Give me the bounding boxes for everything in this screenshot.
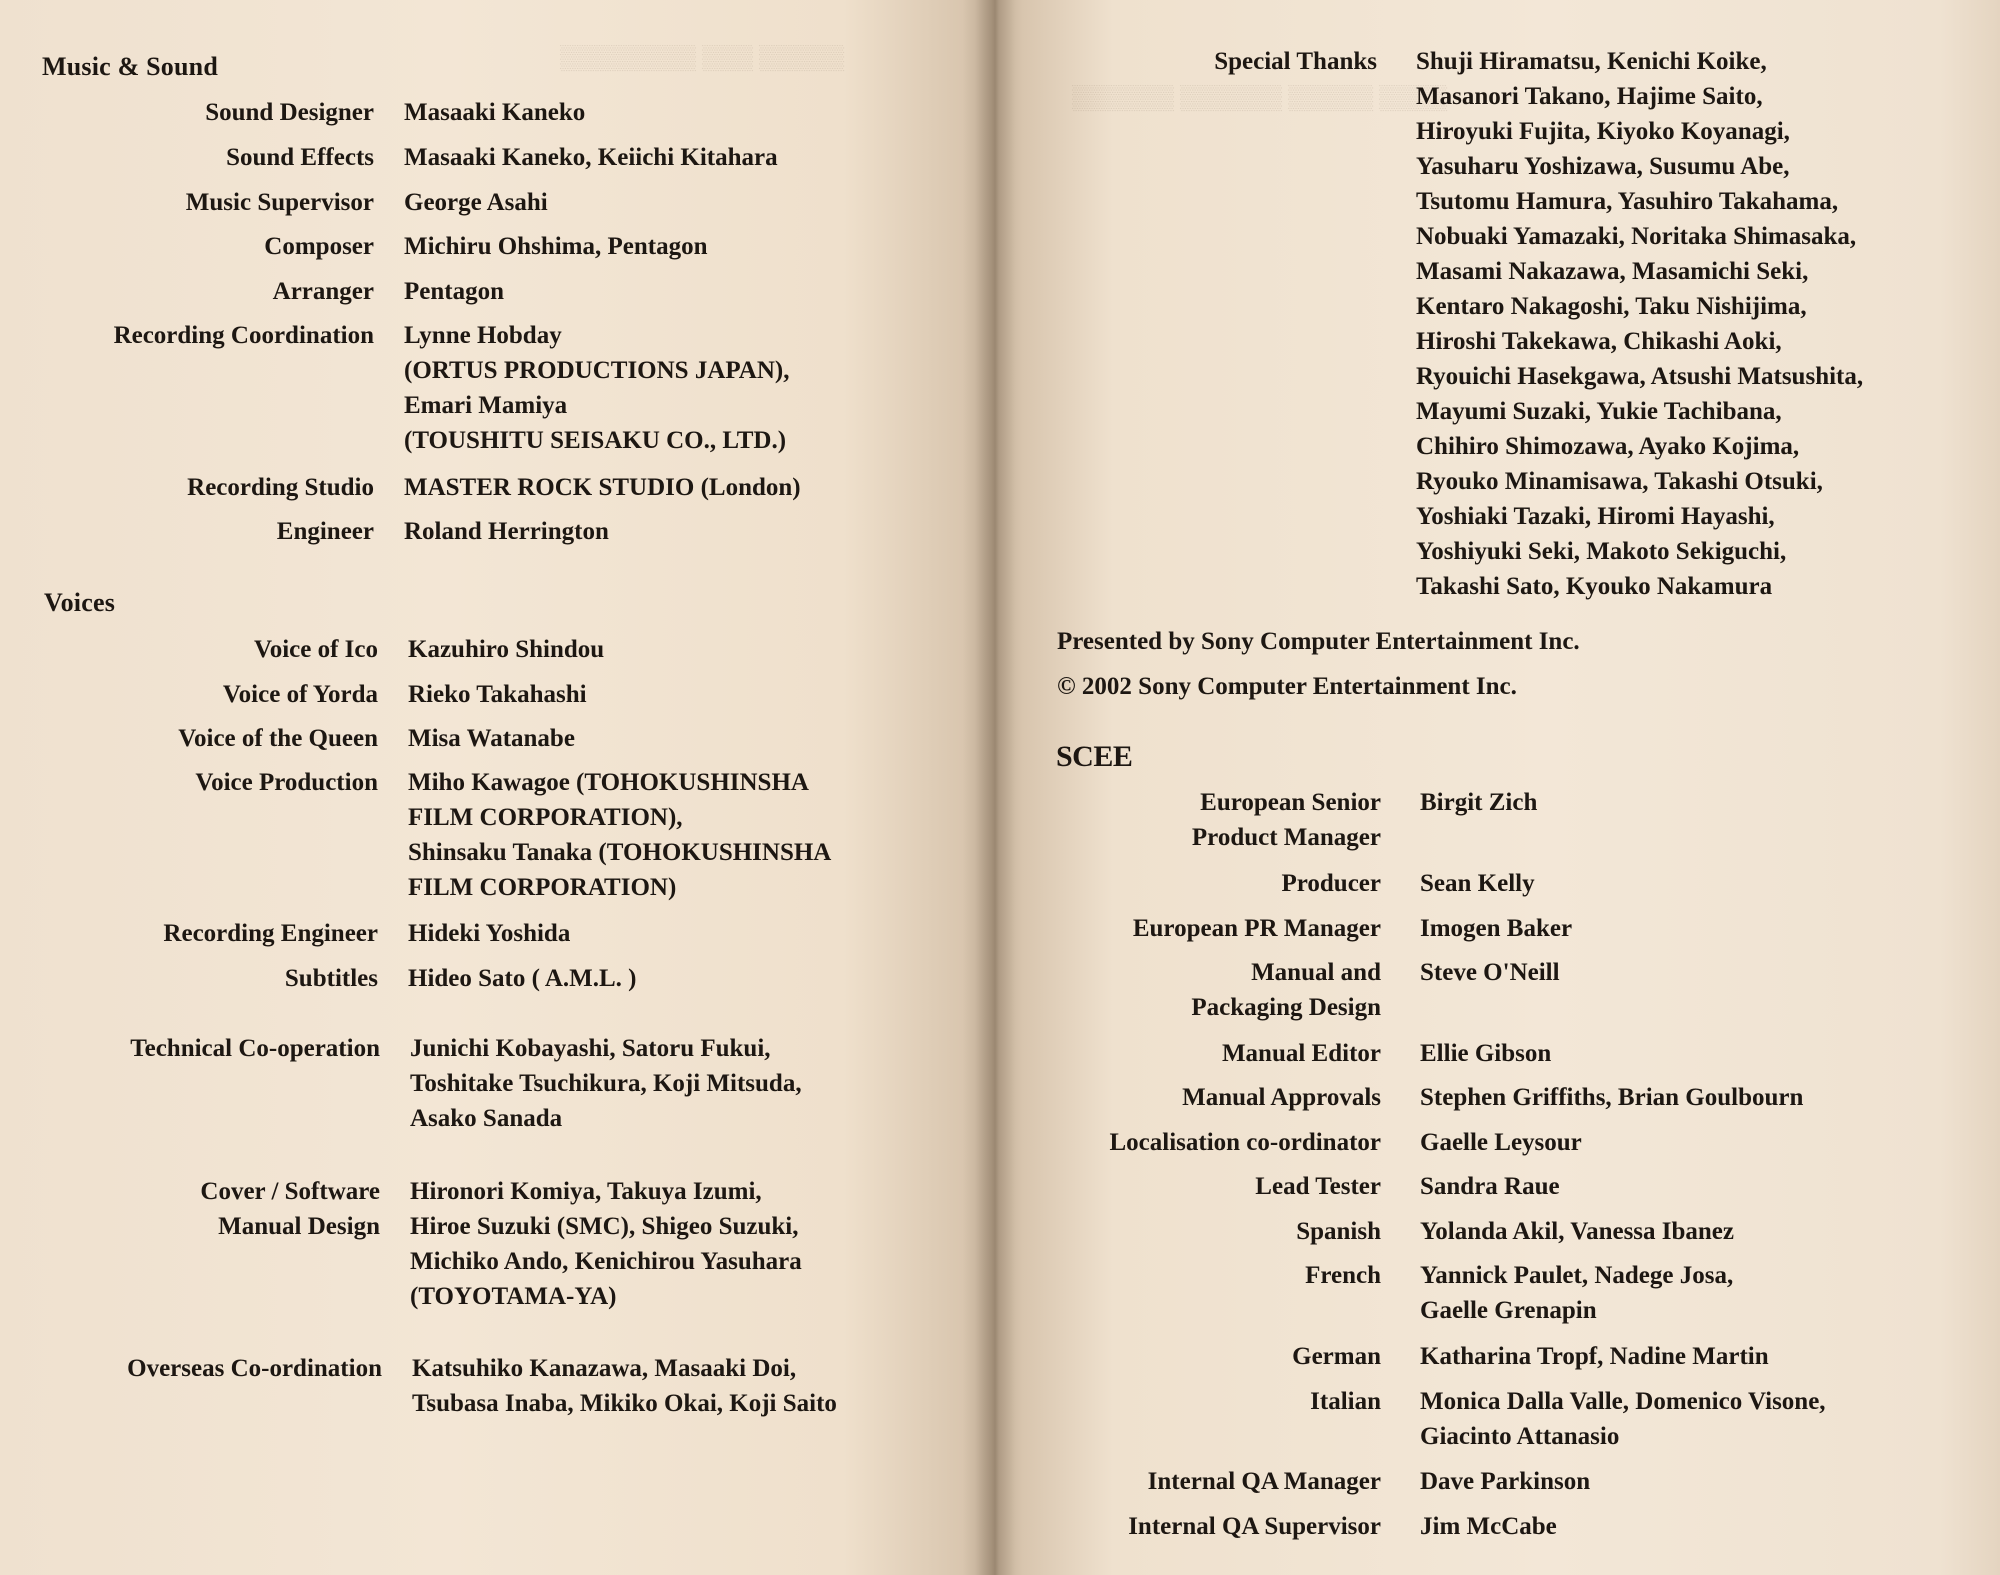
credit-role: Recording Studio bbox=[187, 474, 374, 501]
credit-role: Cover / Software Manual Design bbox=[200, 1178, 380, 1240]
credit-names: Yolanda Akil, Vanessa Ibanez bbox=[1420, 1218, 1735, 1245]
credit-role: Recording Engineer bbox=[163, 920, 378, 947]
credit-names: MASTER ROCK STUDIO (London) bbox=[404, 474, 801, 501]
bleed-through-text: ▒▒▒▒ ▒▒▒▒▒ ▒▒▒▒▒▒ ▒▒▒▒▒▒ bbox=[1072, 85, 1448, 111]
credit-names: Sandra Raue bbox=[1420, 1173, 1560, 1200]
credit-role: Composer bbox=[264, 233, 374, 260]
credit-role: Manual Approvals bbox=[1182, 1084, 1381, 1111]
credit-names: Gaelle Leysour bbox=[1420, 1129, 1582, 1156]
credit-names: Kazuhiro Shindou bbox=[408, 636, 605, 663]
credit-role: Voice of Ico bbox=[253, 636, 378, 663]
credit-names: Birgit Zich bbox=[1420, 789, 1538, 816]
credit-role: European PR Manager bbox=[1132, 915, 1381, 942]
credit-role: Italian bbox=[1310, 1388, 1381, 1415]
credit-names: Imogen Baker bbox=[1420, 915, 1573, 942]
copyright-line: © 2002 Sony Computer Entertainment Inc. bbox=[1057, 673, 1517, 700]
credit-role: Subtitles bbox=[284, 965, 378, 992]
credit-names: Jim McCabe bbox=[1420, 1513, 1557, 1540]
credit-names: Miho Kawagoe (TOHOKUSHINSHA FILM CORPORATION), Shinsaku Tanaka (TOHOKUSHINSHA FILM CORPORATION) bbox=[408, 769, 832, 901]
credit-role: Manual and Packaging Design bbox=[1191, 959, 1381, 1021]
right-page bbox=[992, 0, 2000, 1575]
credit-role: Voice of the Queen bbox=[178, 725, 378, 752]
credit-names: Steve O'Neill bbox=[1420, 959, 1560, 986]
credit-role: Lead Tester bbox=[1255, 1173, 1381, 1200]
credit-role: Recording Coordination bbox=[113, 322, 374, 349]
special-thanks-label: Special Thanks bbox=[1214, 48, 1377, 75]
credit-names: Hironori Komiya, Takuya Izumi, Hiroe Suzuki (SMC), Shigeo Suzuki, Michiko Ando, Kenichirou Yasuhara (TOYOTAMA-YA) bbox=[410, 1178, 802, 1310]
credit-names: Ellie Gibson bbox=[1420, 1040, 1552, 1067]
credit-names: Rieko Takahashi bbox=[408, 681, 587, 708]
left-page bbox=[0, 0, 992, 1575]
credit-names: Lynne Hobday (ORTUS PRODUCTIONS JAPAN), Emari Mamiya (TOUSHITU SEISAKU CO., LTD.) bbox=[404, 322, 790, 454]
credit-names: Hideki Yoshida bbox=[408, 920, 571, 947]
credit-role: Producer bbox=[1281, 870, 1381, 897]
credit-names: Katharina Tropf, Nadine Martin bbox=[1420, 1343, 1769, 1370]
credit-names: Masaaki Kaneko, Keiichi Kitahara bbox=[404, 144, 778, 171]
credit-role: Sound Designer bbox=[205, 99, 374, 126]
credit-names: Junichi Kobayashi, Satoru Fukui, Toshitake Tsuchikura, Koji Mitsuda, Asako Sanada bbox=[410, 1035, 802, 1132]
presented-by-line: Presented by Sony Computer Entertainment Inc. bbox=[1057, 628, 1580, 655]
credit-role: German bbox=[1292, 1343, 1381, 1370]
credit-role: French bbox=[1305, 1262, 1381, 1289]
credit-names: Stephen Griffiths, Brian Goulbourn bbox=[1420, 1084, 1804, 1111]
credit-role: Internal QA Manager bbox=[1147, 1468, 1381, 1495]
credit-role: Manual Editor bbox=[1221, 1040, 1381, 1067]
credit-names: Misa Watanabe bbox=[408, 725, 575, 752]
credit-role: Arranger bbox=[272, 278, 374, 305]
credit-names: George Asahi bbox=[404, 189, 548, 216]
credit-role: Sound Effects bbox=[226, 144, 374, 171]
music-sound-heading: Music & Sound bbox=[42, 52, 218, 81]
credit-names: Sean Kelly bbox=[1420, 870, 1535, 897]
credit-role: Internal QA Supervisor bbox=[1128, 1513, 1381, 1540]
credit-names: Katsuhiko Kanazawa, Masaaki Doi, Tsubasa Inaba, Mikiko Okai, Koji Saito bbox=[412, 1355, 837, 1417]
credit-role: Spanish bbox=[1296, 1218, 1381, 1245]
credit-role: Voice Production bbox=[195, 769, 378, 796]
credit-role: European Senior Product Manager bbox=[1191, 789, 1381, 851]
voices-heading: Voices bbox=[44, 588, 116, 617]
credit-names: Roland Herrington bbox=[404, 518, 609, 545]
special-thanks-names: Shuji Hiramatsu, Kenichi Koike, Masanori Takano, Hajime Saito, Hiroyuki Fujita, Kiyoko Koyanagi, Yasuharu Yoshizawa, Susumu Abe, Tsutomu Hamura, Yasuhiro Takahama, Nobuaki Yamazaki, Noritaka Shimasaka, Masami Nakazawa, Masamichi Seki, Kentaro Nakagoshi, Taku Nishijima, Hiroshi Takekawa, Chikashi Aoki, Ryouichi Hasekgawa, Atsushi Matsushita, Mayumi Suzaki, Yukie Tachibana, Chihiro Shimozawa, Ayako Kojima, Ryouko Minamisawa, Takashi Otsuki, Yoshiaki Tazaki, Hiromi Hayashi, Yoshiyuki Seki, Makoto Sekiguchi, Takashi Sato, Kyouko Nakamura bbox=[1416, 48, 1864, 600]
credit-names: Hideo Sato ( A.M.L. ) bbox=[408, 965, 637, 992]
credit-role: Localisation co-ordinator bbox=[1109, 1129, 1381, 1156]
credit-role: Music Supervisor bbox=[185, 189, 374, 216]
credit-role: Technical Co-operation bbox=[130, 1035, 380, 1062]
credit-names: Yannick Paulet, Nadege Josa, Gaelle Grenapin bbox=[1420, 1262, 1734, 1324]
credit-role: Engineer bbox=[276, 518, 374, 545]
scee-heading: SCEE bbox=[1056, 740, 1133, 773]
credit-role: Overseas Co-ordination bbox=[127, 1355, 382, 1382]
credit-names: Monica Dalla Valle, Domenico Visone, Giacinto Attanasio bbox=[1420, 1388, 1826, 1450]
credit-names: Michiru Ohshima, Pentagon bbox=[404, 233, 708, 260]
credit-names: Dave Parkinson bbox=[1420, 1468, 1591, 1495]
credit-names: Masaaki Kaneko bbox=[404, 99, 586, 126]
bleed-through-text: ▒▒▒▒▒ ▒▒▒ ▒▒▒▒▒▒▒▒ bbox=[560, 45, 845, 71]
credit-role: Voice of Yorda bbox=[222, 681, 378, 708]
credit-names: Pentagon bbox=[404, 278, 504, 305]
